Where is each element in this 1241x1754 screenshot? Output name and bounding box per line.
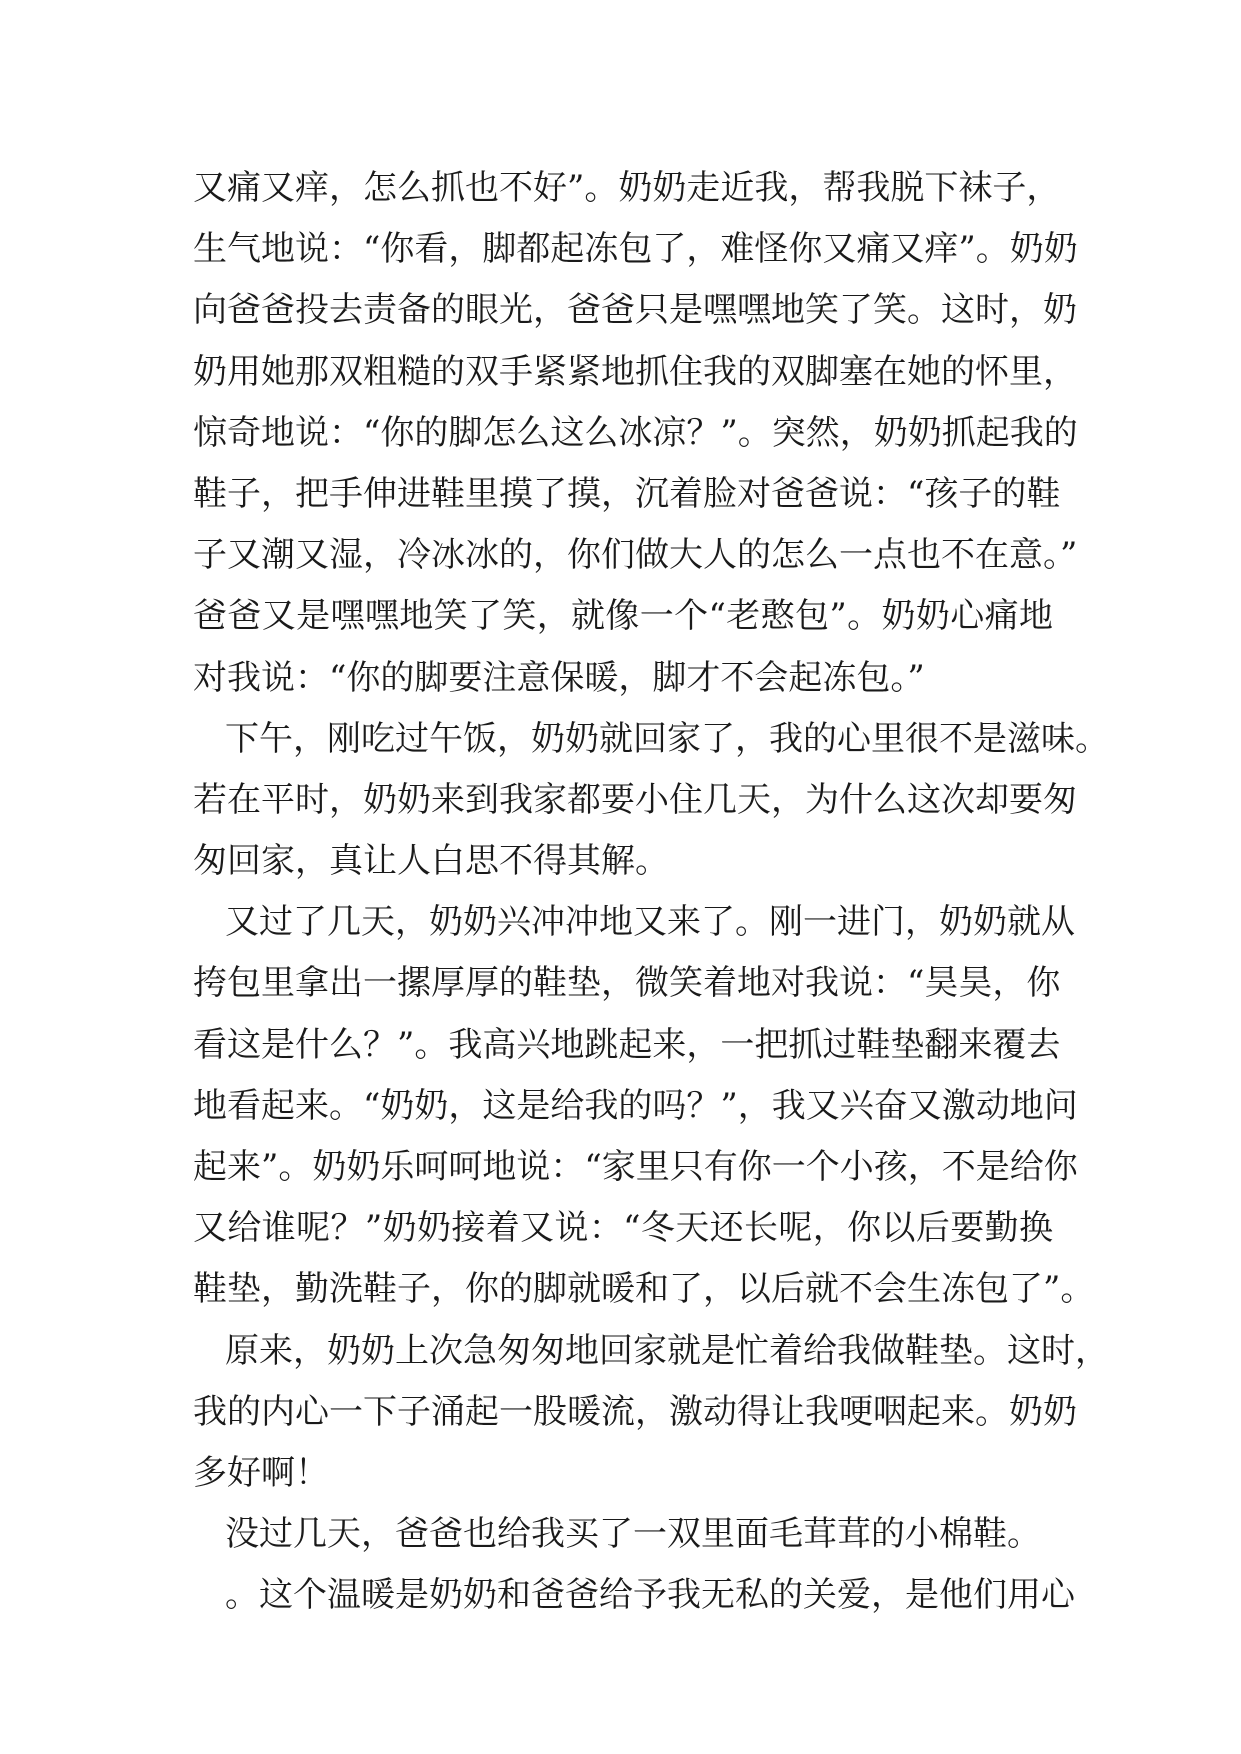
text-line: 又给谁呢？”奶奶接着又说：“冬天还长呢，你以后要勤换 xyxy=(193,1208,1053,1249)
text-line: 鞋子，把手伸进鞋里摸了摸，沉着脸对爸爸说：“孩子的鞋 xyxy=(193,473,1061,514)
text-line: 鞋垫，勤洗鞋子，你的脚就暖和了，以后就不会生冻包了”。 xyxy=(193,1269,1095,1310)
text-line: 下午，刚吃过午饭，奶奶就回家了，我的心里很不是滋味。 xyxy=(225,718,1109,759)
text-line: 若在平时，奶奶来到我家都要小住几天，为什么这次却要匆 xyxy=(193,779,1077,820)
text-line: 看这是什么？”。我高兴地跳起来，一把抓过鞋垫翻来覆去 xyxy=(193,1024,1061,1065)
text-line: 我的内心一下子涌起一股暖流，激动得让我哽咽起来。奶奶 xyxy=(193,1391,1077,1432)
text-line: 。这个温暖是奶奶和爸爸给予我无私的关爱，是他们用心 xyxy=(225,1575,1075,1616)
text-line: 匆回家，真让人白思不得其解。 xyxy=(193,841,669,882)
text-line: 又过了几天，奶奶兴冲冲地又来了。刚一进门，奶奶就从 xyxy=(225,902,1075,943)
text-line: 起来”。奶奶乐呵呵地说：“家里只有你一个小孩，不是给你 xyxy=(193,1147,1078,1187)
text-line: 没过几天，爸爸也给我买了一双里面毛茸茸的小棉鞋。 xyxy=(225,1514,1041,1555)
text-line: 奶用她那双粗糙的双手紧紧地抓住我的双脚塞在她的怀里， xyxy=(193,351,1077,392)
text-line: 生气地说：“你看，脚都起冻包了，难怪你又痛又痒”。奶奶 xyxy=(193,229,1078,270)
text-line: 向爸爸投去责备的眼光，爸爸只是嘿嘿地笑了笑。这时，奶 xyxy=(193,290,1077,331)
body-text xyxy=(193,158,1109,1627)
text-line: 对我说：“你的脚要注意保暖，脚才不会起冻包。” xyxy=(193,657,925,698)
text-line: 地看起来。“奶奶，这是给我的吗？”，我又兴奋又激动地问 xyxy=(193,1085,1078,1126)
text-line: 又痛又痒，怎么抓也不好”。奶奶走近我，帮我脱下袜子， xyxy=(193,168,1061,208)
text-line: 原来，奶奶上次急匆匆地回家就是忙着给我做鞋垫。这时， xyxy=(225,1330,1109,1371)
text-line: 子又潮又湿，冷冰冰的，你们做大人的怎么一点也不在意。” xyxy=(193,535,1078,576)
text-line: 爸爸又是嘿嘿地笑了笑，就像一个“老憨包”。奶奶心痛地 xyxy=(193,596,1053,637)
text-line: 挎包里拿出一摞厚厚的鞋垫，微笑着地对我说：“昊昊，你 xyxy=(193,963,1061,1004)
text-line: 多好啊！ xyxy=(193,1452,329,1493)
text-line: 惊奇地说：“你的脚怎么这么冰凉？”。突然，奶奶抓起我的 xyxy=(193,412,1078,453)
